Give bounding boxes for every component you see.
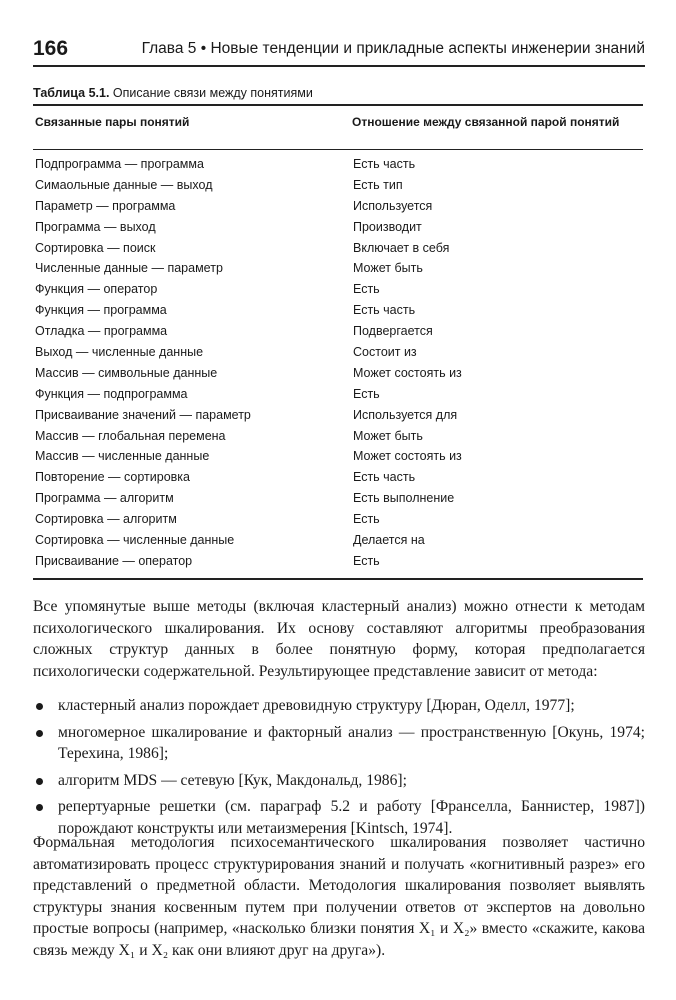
table-row	[0, 554, 676, 575]
header-rule	[33, 65, 645, 67]
table-caption-label: Таблица 5.1.	[33, 86, 110, 100]
table-row	[0, 470, 676, 491]
table-row	[0, 345, 676, 366]
concept-pair-cell: Функция — оператор	[35, 282, 158, 297]
table-header-relation: Отношение между связанной парой понятий	[352, 115, 620, 129]
page-number: 166	[33, 37, 69, 60]
relation-cell: Есть часть	[353, 157, 416, 171]
bullet-text: кластерный анализ порождает древовидную структуру [Дюран, Оделл, 1977];	[58, 697, 575, 714]
concept-pair-cell: Отладка — программа	[35, 324, 168, 339]
concept-pair-cell: Функция — подпрограмма	[35, 386, 188, 401]
relation-cell: Состоит из	[353, 345, 417, 360]
concept-pair-cell: Повторение — сортировка	[35, 470, 190, 485]
table-row	[0, 220, 676, 241]
concept-pair-cell: Подпрограмма — программа	[35, 157, 204, 171]
concept-pair-cell: Сортировка — алгоритм	[35, 512, 177, 527]
table-row	[0, 512, 676, 533]
table-row	[0, 178, 676, 199]
bullet-dot-icon	[36, 804, 43, 811]
table-row	[0, 261, 676, 282]
concept-pair-cell: Массив — численные данные	[35, 449, 210, 464]
bullet-dot-icon	[36, 703, 43, 710]
table-caption-text: Описание связи между понятиями	[112, 86, 313, 100]
bullet-list	[33, 695, 645, 845]
table-row	[0, 199, 676, 220]
relation-cell: Используется	[353, 198, 433, 213]
concept-pair-cell: Программа — выход	[35, 219, 156, 234]
table-header-pairs: Связанные пары понятий	[35, 115, 190, 129]
table-row	[0, 491, 676, 512]
relation-cell: Делается на	[353, 533, 425, 548]
table-top-rule	[33, 104, 643, 106]
table-row	[0, 366, 676, 387]
relation-cell: Есть часть	[353, 303, 416, 318]
bullet-dot-icon	[36, 730, 43, 737]
table-row	[0, 241, 676, 262]
concept-pair-cell: Численные данные — параметр	[35, 261, 223, 276]
table-header-rule	[33, 149, 643, 150]
concept-pair-cell: Сортировка — поиск	[35, 240, 156, 255]
relation-cell: Есть	[353, 512, 380, 527]
bullet-text: алгоритм MDS — сетевую [Кук, Макдональд, 1986];	[58, 771, 407, 789]
relation-cell: Есть выполнение	[353, 491, 455, 506]
relation-cell: Может состоять из	[353, 365, 462, 380]
concept-pair-cell: Симаольные данные — выход	[35, 177, 213, 192]
bullet-dot-icon	[36, 778, 43, 785]
table-row	[0, 157, 676, 178]
table-row	[0, 303, 676, 324]
bullet-item	[33, 695, 645, 717]
table-row	[0, 387, 676, 408]
table-row	[0, 449, 676, 470]
concept-pair-cell: Присваивание — оператор	[35, 553, 193, 568]
concept-pair-cell: Параметр — программа	[35, 198, 176, 213]
table-body	[0, 157, 676, 575]
relation-cell: Есть часть	[353, 470, 416, 485]
relation-cell: Производит	[353, 219, 422, 234]
relation-cell: Есть	[353, 282, 380, 297]
paragraph: Формальная методология психосемантического шкалирования позволяет частично автоматизировать процесс структурирования знаний и получать «когнитивный разрез» его представлений о предметной области. Методология шкалирования позволяет выявлять структуры знания косвенным путем при получении ответов от экспертов на довольно простые вопросы (например, «насколько близки понятия X₁ и X₂» вместо «скажите, какова связь между X₁ и X₂ как они влияют друг на друга»).	[33, 834, 645, 959]
relation-cell: Может быть	[353, 261, 423, 276]
concept-pair-cell: Функция — программа	[35, 303, 167, 318]
concept-pair-cell: Сортировка — численные данные	[35, 533, 235, 548]
table-bottom-rule	[33, 578, 643, 580]
relation-cell: Включает в себя	[353, 240, 450, 255]
relation-cell: Есть тип	[353, 177, 403, 192]
relation-cell: Есть	[353, 386, 380, 401]
relation-cell: Используется для	[353, 407, 458, 422]
chapter-title: Глава 5 • Новые тенденции и прикладные аспекты инженерии знаний	[141, 40, 645, 57]
bullet-text: многомерное шкалирование и факторный анализ — пространственную [Окунь, 1974; Терехина, 1986];	[58, 723, 645, 763]
paragraph: Все упомянутые выше методы (включая кластерный анализ) можно отнести к методам психологического шкалирования. Их основу составляют алгоритмы преобразования сложных структур данных в более понятную форму, которая предполагается психологически содержательной. Результирующее представление зависит от метода:	[33, 598, 645, 680]
relation-cell: Подвергается	[353, 324, 433, 339]
table-row	[0, 282, 676, 303]
bullet-item	[33, 770, 645, 792]
concept-pair-cell: Присваивание значений — параметр	[35, 407, 251, 422]
table-row	[0, 324, 676, 345]
running-head	[33, 37, 645, 63]
table-row	[0, 429, 676, 450]
relation-cell: Есть	[353, 553, 380, 568]
table-row	[0, 408, 676, 429]
concept-pair-cell: Программа — алгоритм	[35, 491, 174, 506]
bullet-item	[33, 722, 645, 765]
table-caption	[33, 86, 313, 100]
concept-pair-cell: Выход — численные данные	[35, 345, 204, 360]
bullet-text: репертуарные решетки (см. параграф 5.2 и работу [Франселла, Баннистер, 1987]) порождают конструкты или метаизмерения [Kintsch, 1974].	[58, 798, 645, 837]
concept-pair-cell: Массив — глобальная перемена	[35, 428, 226, 443]
table-row	[0, 533, 676, 554]
relation-cell: Может быть	[353, 428, 423, 443]
concept-pair-cell: Массив — символьные данные	[35, 365, 218, 380]
relation-cell: Может состоять из	[353, 449, 462, 464]
